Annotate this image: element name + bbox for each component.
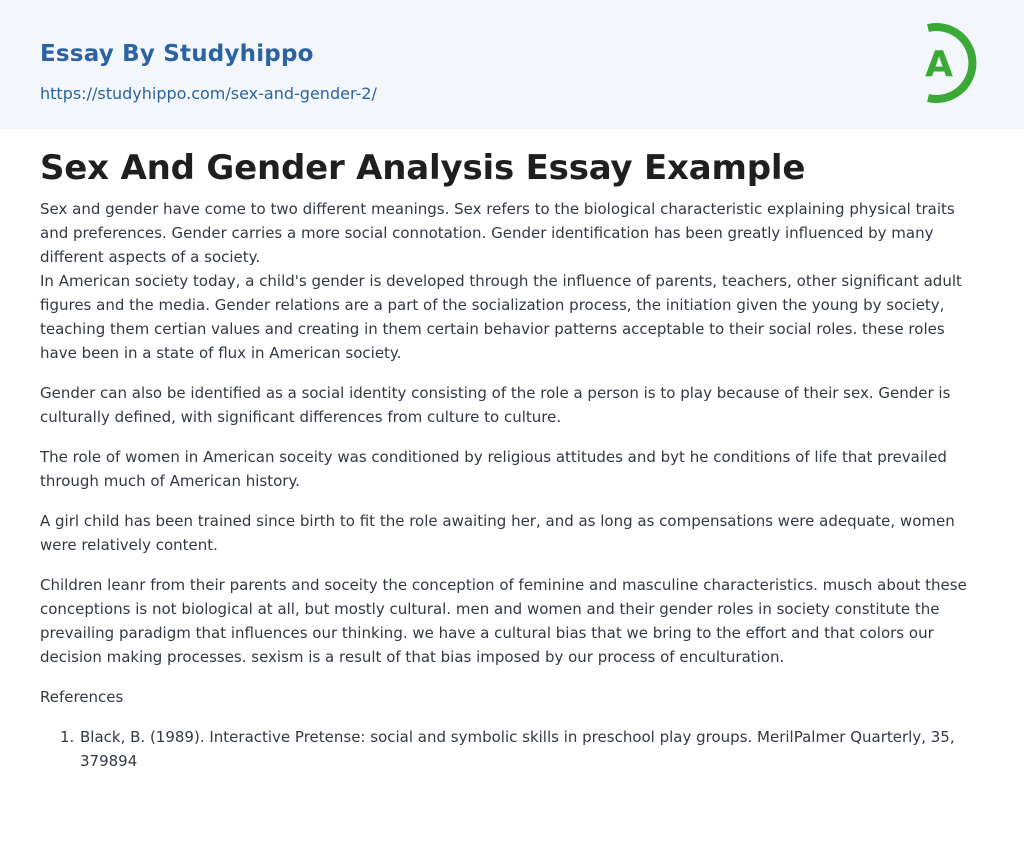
essay-paragraph: The role of women in American soceity was conditioned by religious attitudes and byt he conditions of life that prevailed through much of American history. — [40, 448, 947, 490]
essay-paragraph: Gender can also be identified as a social identity consisting of the role a person is to play because of their sex. Gender is culturally defined, with significant differences from culture to culture. — [40, 384, 951, 426]
essay-paragraph: Sex and gender have come to two different meanings. Sex refers to the biological characteristic explaining physical traits and preferences. Gender carries a more social connotation. Gender identification has been greatly influenced by many different aspects of a society. — [40, 200, 955, 266]
essay-paragraph: A girl child has been trained since birth to fit the role awaiting her, and as long as compensations were adequate, women were relatively content. — [40, 512, 955, 554]
references-heading: References — [40, 688, 124, 706]
studyhippo-logo-icon[interactable] — [912, 20, 986, 106]
essay-paragraph: In American society today, a child's gender is developed through the influence of parents, teachers, other significant adult figures and the media. Gender relations are a part of the socialization process, the initiation given the young by society, teaching them certian values and creating in them certain behavior patterns acceptable to their social roles. these roles have been in a state of flux in American society. — [40, 272, 962, 362]
essay-url-link[interactable]: https://studyhippo.com/sex-and-gender-2/ — [40, 84, 377, 103]
page-title: Sex And Gender Analysis Essay Example — [40, 148, 806, 188]
logo-letter: A — [925, 44, 953, 85]
essay-content — [40, 147, 985, 773]
reference-text: Black, B. (1989). Interactive Pretense: social and symbolic skills in preschool play groups. MerilPalmer Quarterly, 35, 379894 — [80, 728, 955, 770]
references-list — [40, 725, 985, 773]
reference-number: 1. — [60, 728, 75, 746]
site-header — [0, 0, 1024, 129]
essay-paragraph: Children leanr from their parents and soceity the conception of feminine and masculine characteristics. musch about these conceptions is not biological at all, but mostly cultural. men and women and their gender roles in society constitute the prevailing paradigm that influences our thinking. we have a cultural bias that we bring to the effort and that colors our decision making processes. sexism is a result of that bias imposed by our process of enculturation. — [40, 576, 967, 666]
brand-title[interactable]: Essay By Studyhippo — [40, 41, 314, 67]
reference-item — [40, 725, 985, 773]
